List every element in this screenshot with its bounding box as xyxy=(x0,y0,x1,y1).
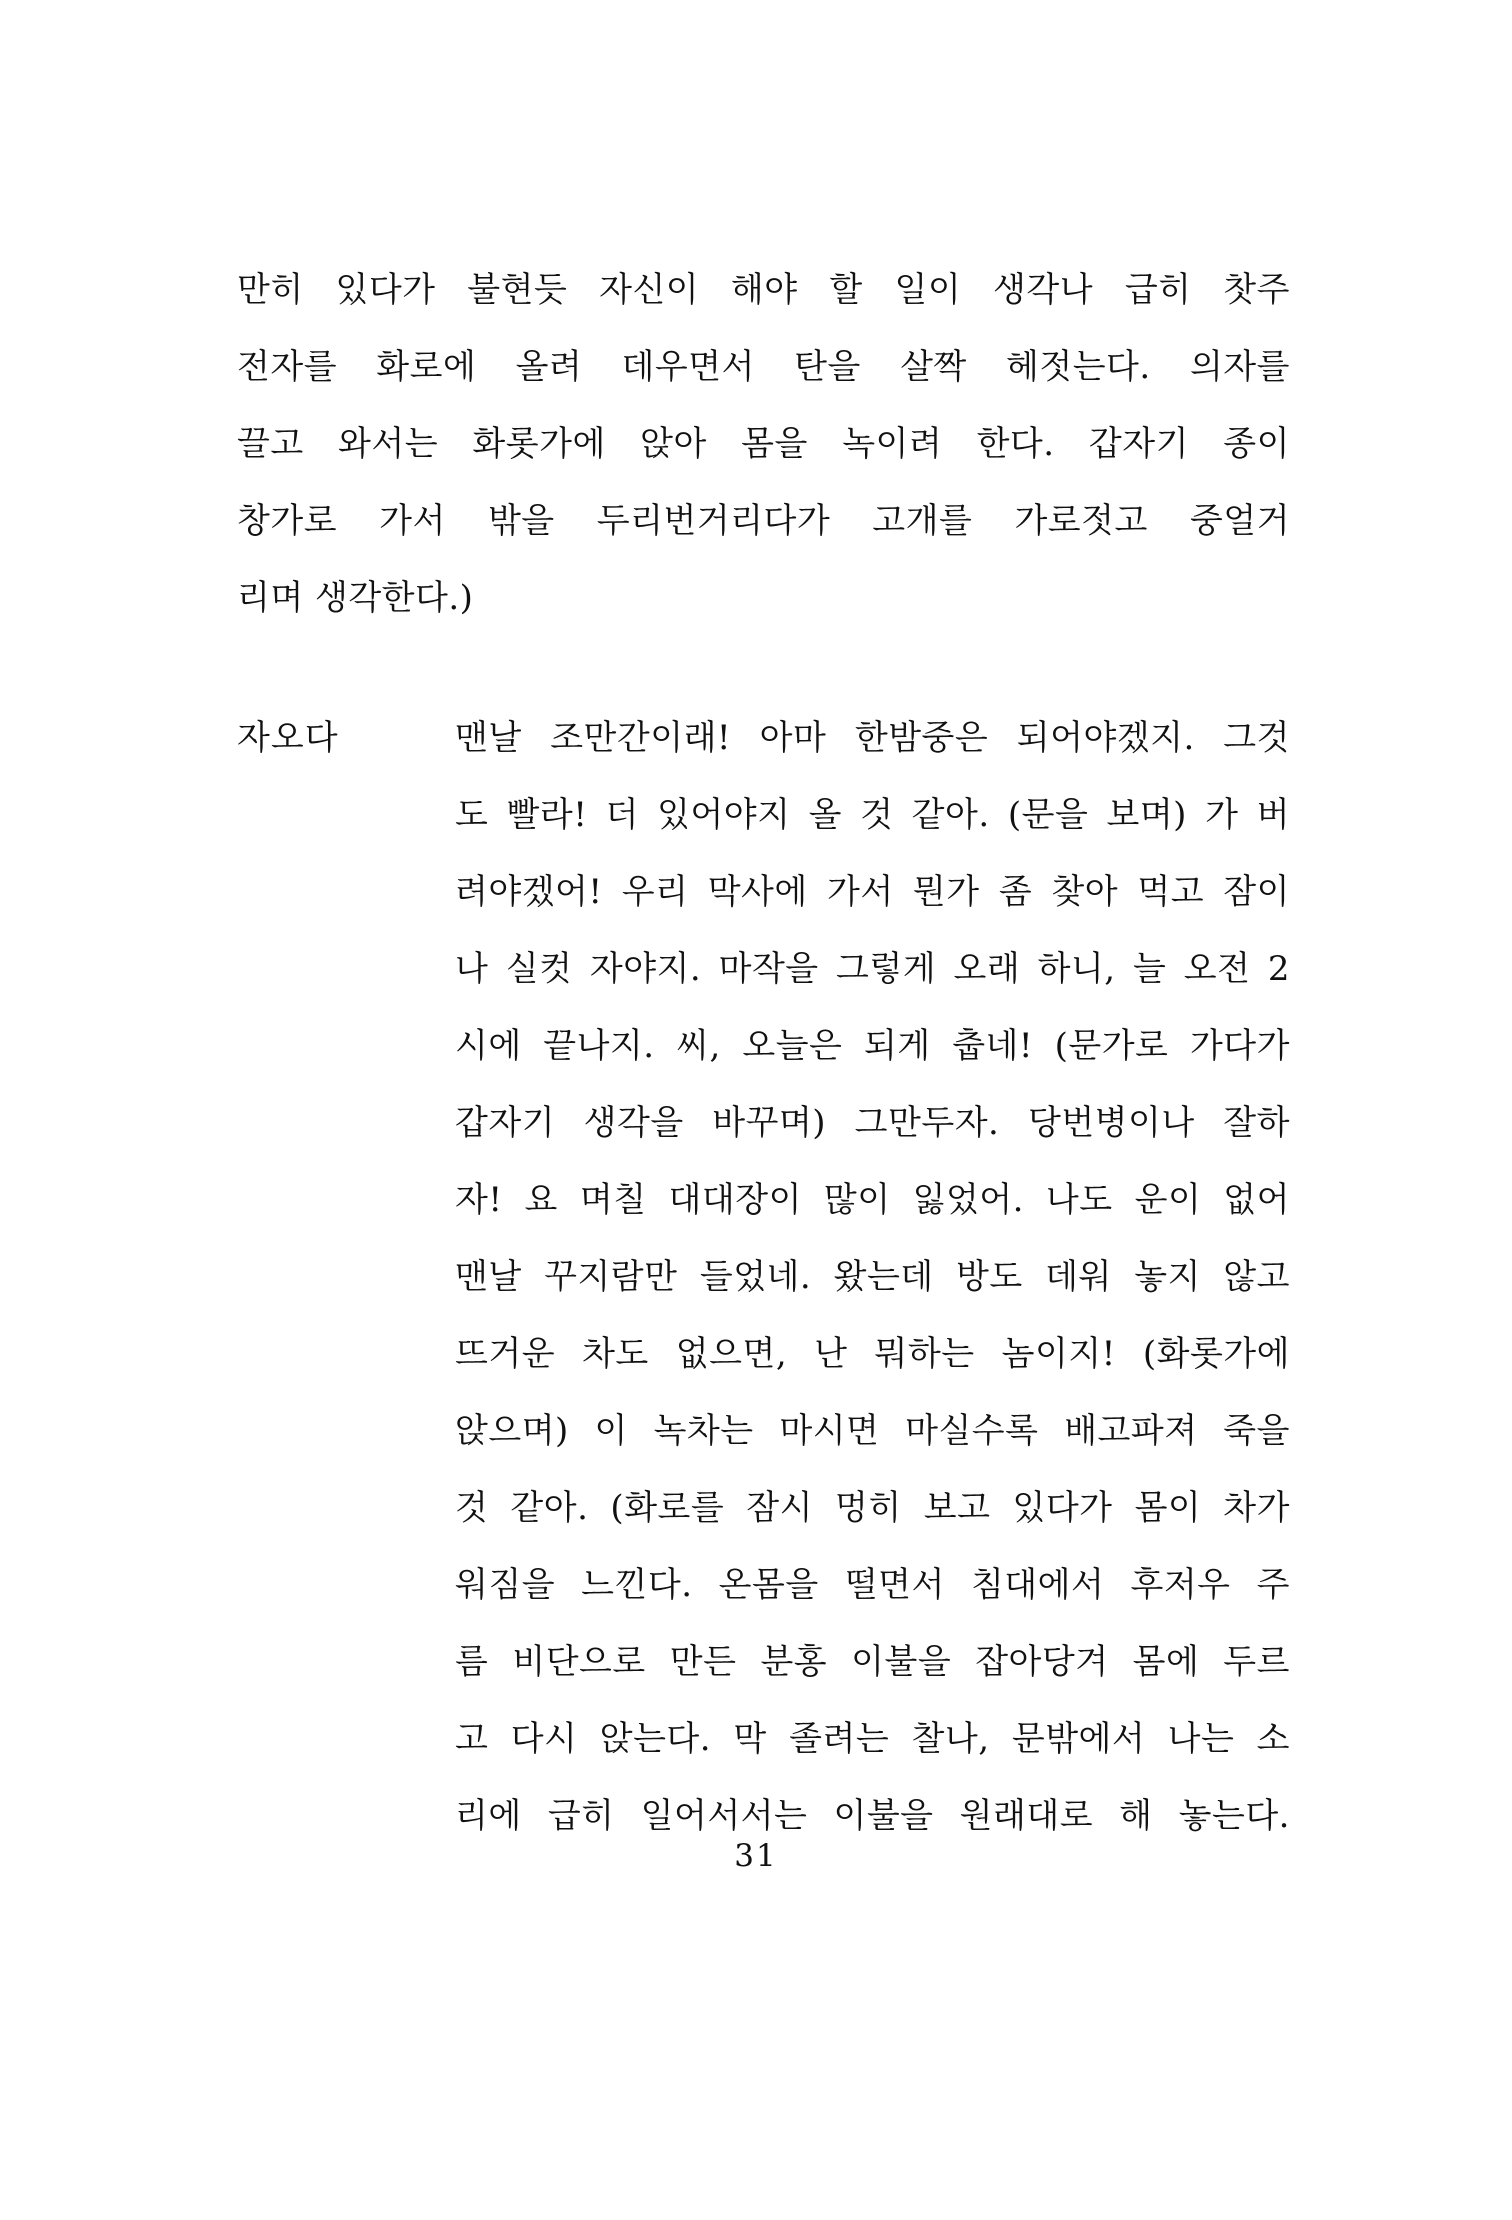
stage-direction-line: 전자를 화로에 올려 데우면서 탄을 살짝 헤젓는다. 의자를 xyxy=(237,347,1290,387)
stage-direction-paragraph xyxy=(237,252,1290,637)
stage-direction-line: 리며 생각한다.) xyxy=(237,578,474,618)
dialogue-speaker: 자오다 xyxy=(237,718,339,758)
page-number: 31 xyxy=(734,1838,778,1874)
dialogue-line: 나 실컷 자야지. 마작을 그렇게 오래 하니, 늘 오전 2 xyxy=(455,949,1290,989)
dialogue-line: 뜨거운 차도 없으면, 난 뭐하는 놈이지! (화롯가에 xyxy=(455,1334,1290,1374)
dialogue-line: 름 비단으로 만든 분홍 이불을 잡아당겨 몸에 두르 xyxy=(455,1642,1290,1682)
dialogue-line: 자! 요 며칠 대대장이 많이 잃었어. 나도 운이 없어 xyxy=(455,1180,1290,1220)
dialogue-line: 리에 급히 일어서서는 이불을 원래대로 해 놓는다. xyxy=(455,1796,1290,1836)
dialogue-line: 고 다시 앉는다. 막 졸려는 찰나, 문밖에서 나는 소 xyxy=(455,1719,1290,1759)
stage-direction-line: 창가로 가서 밖을 두리번거리다가 고개를 가로젓고 중얼거 xyxy=(237,501,1290,541)
dialogue-text xyxy=(455,700,1290,1855)
dialogue-line: 맨날 조만간이래! 아마 한밤중은 되어야겠지. 그것 xyxy=(455,718,1290,758)
dialogue-block xyxy=(237,700,1290,1855)
dialogue-line: 맨날 꾸지람만 들었네. 왔는데 방도 데워 놓지 않고 xyxy=(455,1257,1290,1297)
dialogue-line: 것 같아. (화로를 잠시 멍히 보고 있다가 몸이 차가 xyxy=(455,1488,1290,1528)
dialogue-line: 려야겠어! 우리 막사에 가서 뭔가 좀 찾아 먹고 잠이 xyxy=(455,872,1290,912)
dialogue-line: 도 빨라! 더 있어야지 올 것 같아. (문을 보며) 가 버 xyxy=(455,795,1290,835)
dialogue-line: 워짐을 느낀다. 온몸을 떨면서 침대에서 후저우 주 xyxy=(455,1565,1290,1605)
stage-direction-line: 만히 있다가 불현듯 자신이 해야 할 일이 생각나 급히 찻주 xyxy=(237,270,1290,310)
stage-direction-line: 끌고 와서는 화롯가에 앉아 몸을 녹이려 한다. 갑자기 종이 xyxy=(237,424,1290,464)
dialogue-line: 앉으며) 이 녹차는 마시면 마실수록 배고파져 죽을 xyxy=(455,1411,1290,1451)
dialogue-line: 갑자기 생각을 바꾸며) 그만두자. 당번병이나 잘하 xyxy=(455,1103,1290,1143)
dialogue-line: 시에 끝나지. 씨, 오늘은 되게 춥네! (문가로 가다가 xyxy=(455,1026,1290,1066)
